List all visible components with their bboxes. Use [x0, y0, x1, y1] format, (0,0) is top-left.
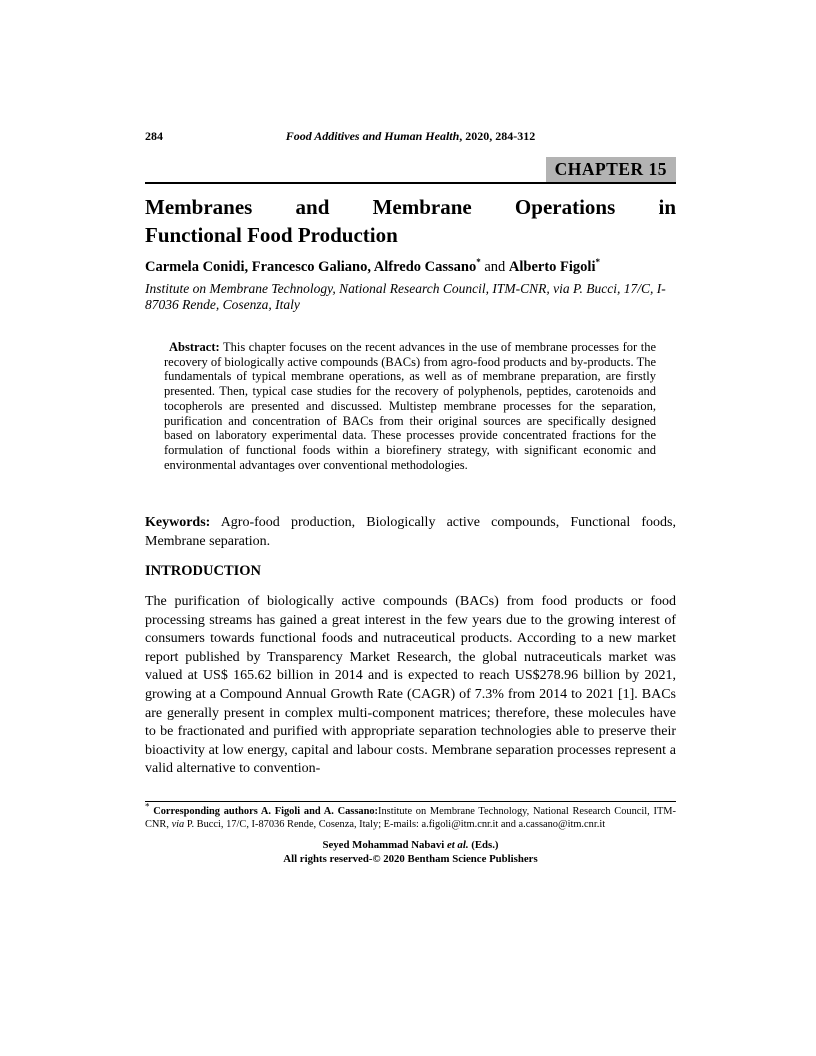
editors-line [145, 839, 676, 853]
running-head [145, 129, 676, 144]
editors-post: (Eds.) [468, 839, 499, 851]
keywords-text: Agro-food production, Biologically active compounds, Functional foods, Membrane separation. [145, 515, 676, 549]
chapter-title [145, 193, 676, 249]
publisher-block [145, 839, 676, 866]
corresponding-author-footnote [145, 801, 677, 832]
section-heading-introduction: INTRODUCTION [145, 563, 262, 579]
footnote-via: via [171, 819, 185, 831]
author-list [145, 259, 676, 276]
authors-group2: Alberto Figoli [508, 259, 596, 275]
keywords-paragraph [145, 514, 676, 551]
abstract-paragraph [164, 340, 656, 472]
corresponding-author-mark: * [476, 257, 481, 268]
affiliation: Institute on Membrane Technology, National Research Council, ITM-CNR, via P. Bucci, 17/C, I-87036 Rende, Cosenza, Italy [145, 281, 666, 312]
chapter-title-line2: Functional Food Production [145, 223, 398, 247]
abstract-text: This chapter focuses on the recent advances in the use of membrane processes for the recovery of biologically active compounds (BACs) from agro-food products and by-products. The fundamentals of typical membrane operations, as well as of membrane preparation, are firstly presented. Then, typical case studies for the recovery of polyphenols, peptides, carotenoids and tocopherols are presented and discussed. Multistep membrane processes for the separation, purification and concentration of BACs from their original sources are specifically designed based on laboratory experimental data. These processes provide concentrated fractions for the formulation of functional foods within a biorefinery strategy, with significant economic and environmental advantages over conventional methodologies. [164, 340, 656, 472]
editors-pre: Seyed Mohammad Nabavi [322, 839, 447, 851]
rights-line: All rights reserved-© 2020 Bentham Science Publishers [283, 852, 538, 865]
footnote-bold: Corresponding authors A. Figoli and A. Cassano: [149, 806, 379, 817]
chapter-badge: CHAPTER 15 [546, 157, 676, 182]
keywords-label: Keywords: [145, 515, 211, 530]
journal-citation: , 2020, 284-312 [459, 129, 536, 143]
footnote-mark: * [145, 801, 150, 812]
authors-connector: and [480, 259, 509, 275]
header-rule [145, 182, 676, 184]
introduction-paragraph: The purification of biologically active compounds (BACs) from food products or food processing streams has gained a great interest in the few years due to the growing interest of consumers towards functional foods and nutraceutical products. According to a new market report published by Transparency Market Research, the global nutraceuticals market was valued at US$ 165.62 billion in 2014 and is expected to reach US$278.96 billion by 2021, growing at a Compound Annual Growth Rate (CAGR) of 7.3% from 2014 to 2021 [1]. BACs are generally present in complex multi-component matrices; therefore, these molecules have to be fractionated and purified with appropriate separation technologies able to preserve their bioactivity at low energy, capital and labour costs. Membrane separation processes represent a valid alternative to convention- [145, 594, 676, 777]
page-number: 284 [145, 129, 163, 143]
corresponding-author-mark: * [595, 257, 600, 268]
authors-group1: Carmela Conidi, Francesco Galiano, Alfredo Cassano [145, 259, 477, 275]
footnote-rule [145, 801, 676, 802]
chapter-title-line1: Membranes and Membrane Operations in [145, 195, 676, 219]
abstract-label: Abstract: [169, 340, 220, 354]
journal-title: Food Additives and Human Health [285, 129, 460, 143]
editors-etal: et al. [446, 839, 469, 851]
footnote-text1: Institute on Membrane Technology, National Research Council, ITM-CNR, [145, 806, 677, 831]
footnote-text2: P. Bucci, 17/C, I-87036 Rende, Cosenza, Italy; E-mails: a.figoli@itm.cnr.it and a.cassano@itm.cnr.it [184, 819, 606, 831]
